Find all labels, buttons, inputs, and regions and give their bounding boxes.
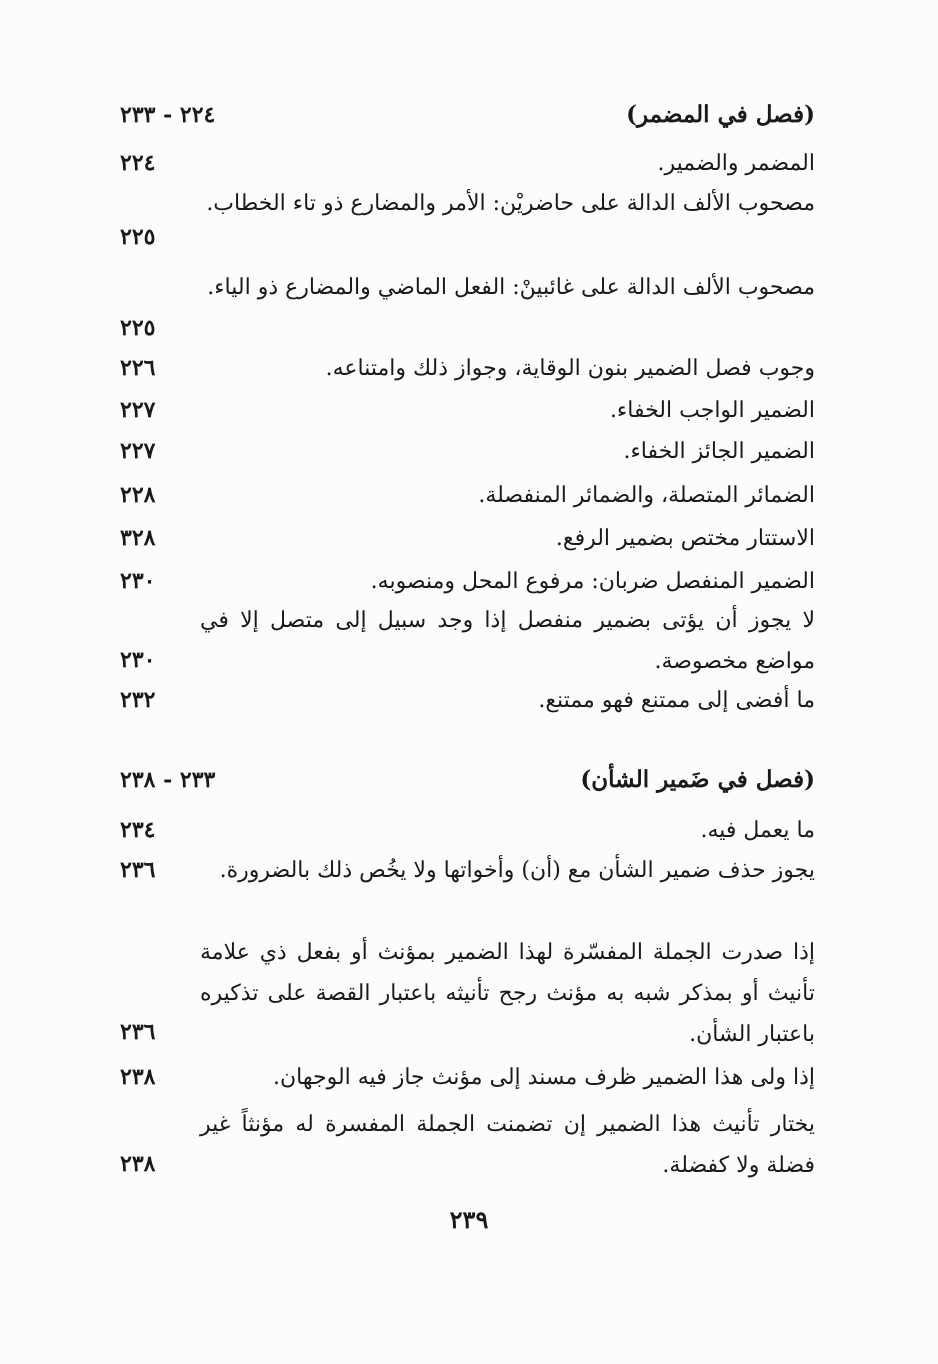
entry-text: إذا ولى هذا الضمير ظرف مسند إلى مؤنث جاز فيه الوجهان.	[273, 1065, 815, 1090]
entry-text: يجوز حذف ضمير الشأن مع (أن) وأخواتها ولا يخُص ذلك بالضرورة.	[219, 858, 815, 883]
entry-text: المضمر والضمير.	[657, 151, 815, 176]
entry-page: ٢٢٦	[120, 355, 156, 381]
entry-text: ما يعمل فيه.	[700, 818, 815, 843]
entry-page: ٢٢٧	[120, 438, 156, 464]
section-heading	[120, 95, 815, 135]
entry-text: الضمائر المتصلة، والضمائر المنفصلة.	[478, 483, 815, 508]
entry-page: ٢٣٦	[120, 1019, 156, 1045]
section-page-range: ٢٣٣ - ٢٣٨	[120, 767, 216, 793]
entry-text: مصحوب الألف الدالة على حاضريْن: الأمر والمضارع ذو تاء الخطاب.	[206, 191, 815, 216]
entry-text: الضمير الواجب الخفاء.	[609, 398, 815, 423]
entry-text: مصحوب الألف الدالة على غائبينْ: الفعل الماضي والمضارع ذو الياء.	[207, 275, 815, 300]
section-title: (فصل في ضَمير الشأن)	[580, 766, 815, 793]
entry-page: ٢٣٤	[120, 817, 156, 843]
entry-text: لا يجوز أن يؤتى بضمير منفصل إذا وجد سبيل إلى متصل إلا في مواضع مخصوصة.	[200, 608, 815, 674]
entry-page: ٢٢٨	[120, 482, 156, 508]
entry-page: ٢٢٧	[120, 397, 156, 423]
entry-page: ٢٢٥	[120, 315, 156, 341]
entry-page: ٢٣٢	[120, 687, 156, 713]
entry-page: ٢٣٦	[120, 857, 156, 883]
entry-text: الاستتار مختص بضمير الرفع.	[555, 526, 815, 551]
entry-page: ٢٣٨	[120, 1151, 156, 1177]
entry-page: ٣٢٨	[120, 525, 156, 551]
entry-page: ٢٣٠	[120, 568, 156, 594]
entry-text: يختار تأنيث هذا الضمير إن تضمنت الجملة المفسرة له مؤنثاً غير فضلة ولا كفضلة.	[200, 1112, 815, 1178]
page-number: ٢٣٩	[449, 1205, 489, 1234]
entry-page: ٢٢٥	[120, 224, 156, 250]
entry-page: ٢٣٨	[120, 1064, 156, 1090]
entry-text: الضمير الجائز الخفاء.	[623, 439, 815, 464]
entry-text: إذا صدرت الجملة المفسّرة لهذا الضمير بمؤنث أو بفعل ذي علامة تأنيث أو بمذكر شبه به مؤنث رجح تأنيثه باعتبار القصة على تذكيره باعتبار الشأن.	[200, 940, 815, 1047]
entry-page: ٢٢٤	[120, 150, 156, 176]
entry-text: ما أفضى إلى ممتنع فهو ممتنع.	[538, 688, 815, 713]
section-heading	[120, 760, 815, 800]
entry-text: وجوب فصل الضمير بنون الوقاية، وجواز ذلك وامتناعه.	[325, 356, 815, 381]
section-page-range: ٢٢٤ - ٢٣٣	[120, 102, 216, 128]
entry-page: ٢٣٠	[120, 647, 156, 673]
entry-text: الضمير المنفصل ضربان: مرفوع المحل ومنصوبه.	[370, 569, 815, 594]
section-title: (فصل في المضمر)	[626, 101, 815, 128]
